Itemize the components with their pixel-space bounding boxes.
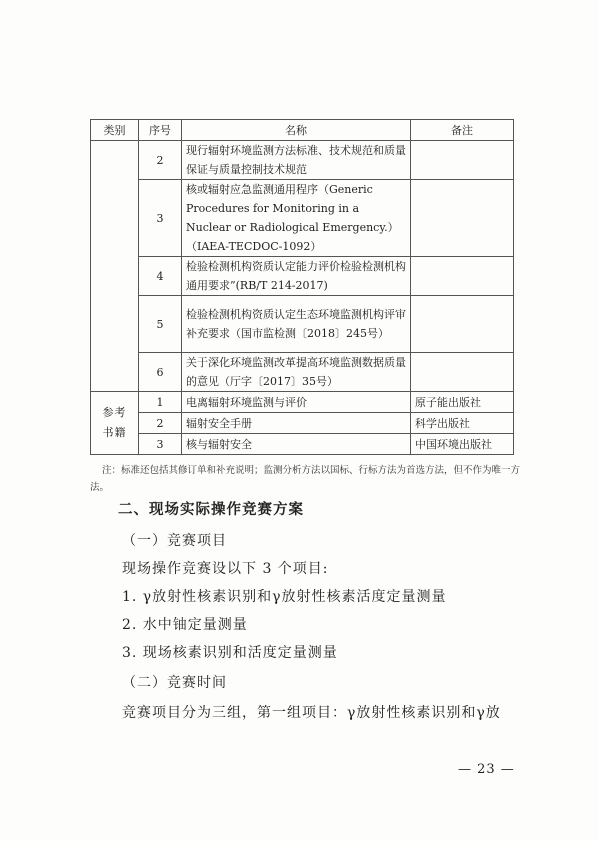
row-seq: 3 [139,180,182,257]
table-footnote: 注：标准还包括其修订单和补充说明；监测分析方法以国标、行标方法为首选方法，但不作为唯一方法。 [90,465,521,493]
row-note: 科学出版社 [411,413,514,434]
table-row [91,434,514,455]
row-note: 原子能出版社 [411,392,514,413]
list-item: 3. 现场核素识别和活度定量测量 [122,645,338,661]
row-note: 中国环境出版社 [411,434,514,455]
table-row [91,257,514,296]
table-row [91,296,514,353]
row-name: 电离辐射环境监测与评价 [182,392,411,413]
table-row [91,180,514,257]
row-name: 关于深化环境监测改革提高环境监测数据质量的意见（厅字〔2017〕35号） [182,353,411,392]
table-row [91,392,514,413]
intro-text: 现场操作竞赛设以下 3 个项目: [122,561,329,577]
table-header-row [91,120,514,141]
row-seq: 2 [139,413,182,434]
table-row [91,141,514,180]
row-seq: 3 [139,434,182,455]
paragraph-text: 竞赛项目分为三组，第一组项目：γ放射性核素识别和γ放 [122,705,501,721]
header-seq: 序号 [139,120,182,141]
list-item: 2. 水中铀定量测量 [122,617,248,633]
row-seq: 4 [139,257,182,296]
table-row [91,353,514,392]
row-name: 辐射安全手册 [182,413,411,434]
row-note [411,141,514,180]
row-name: 核或辐射应急监测通用程序（Generic Procedures for Monitoring in a Nuclear or Radiological Emergency.）（IAEA-TECDOC-1092） [182,180,411,257]
row-name: 核与辐射安全 [182,434,411,455]
row-seq: 1 [139,392,182,413]
category-cell [91,141,139,392]
subsection-items-title: （一）竞赛项目 [122,533,227,549]
row-name: 现行辐射环境监测方法标准、技术规范和质量保证与质量控制技术规范 [182,141,411,180]
subsection-time-title: （二）竞赛时间 [122,675,227,691]
row-name: 检验检测机构资质认定生态环境监测机构评审补充要求（国市监检测〔2018〕245号） [182,296,411,353]
header-name: 名称 [182,120,411,141]
row-note [411,180,514,257]
row-note [411,296,514,353]
section-title: 二、现场实际操作竞赛方案 [118,502,304,518]
row-note [411,257,514,296]
row-seq: 5 [139,296,182,353]
row-seq: 6 [139,353,182,392]
header-category: 类别 [91,120,139,141]
reference-table [90,119,514,455]
reference-books-label: 参考书籍 [102,406,127,439]
reference-books-category [91,392,139,455]
header-note: 备注 [411,120,514,141]
row-note [411,353,514,392]
table-row [91,413,514,434]
row-name: 检验检测机构资质认定能力评价检验检测机构通用要求”(RB/T 214-2017) [182,257,411,296]
row-seq: 2 [139,141,182,180]
page-number: — 23 — [458,762,515,777]
list-item: 1. γ放射性核素识别和γ放射性核素活度定量测量 [122,589,447,605]
